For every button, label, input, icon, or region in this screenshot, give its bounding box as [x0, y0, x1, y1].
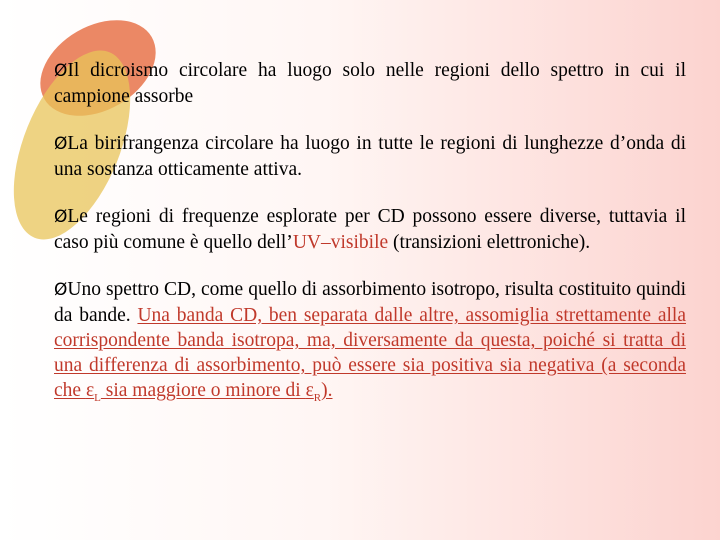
bullet-arrow-icon: Ø [54, 134, 68, 154]
epsilon-l-symbol: ε [85, 380, 95, 401]
paragraph-4-end: ). [321, 380, 333, 401]
epsilon-r-symbol: ε [305, 380, 314, 401]
paragraph-3 [54, 204, 686, 255]
epsilon-l-subscript: L [94, 391, 101, 404]
paragraph-4-underlined-b: sia maggiore o minore di [100, 380, 306, 401]
paragraph-3-text-b: (transizioni elettroniche). [388, 232, 591, 253]
paragraph-2 [54, 131, 686, 182]
epsilon-r-subscript: R [313, 391, 322, 404]
bullet-arrow-icon: Ø [54, 207, 68, 227]
uv-visible-highlight: UV–visibile [292, 232, 389, 253]
paragraph-4-text-a: Uno spettro CD, come quello di assorbimento isotropo, risulta costituito quindi da bande. [54, 279, 686, 326]
paragraph-2-text: La birifrangenza circolare ha luogo in tutte le regioni di lunghezze d’onda di una sostanza otticamente attiva. [54, 133, 686, 180]
paragraph-1-text: Il dicroismo circolare ha luogo solo nelle regioni dello spettro in cui il campione assorbe [54, 60, 686, 107]
slide-body [54, 58, 686, 433]
paragraph-4-underlined-a: Una banda CD, ben separata dalle altre, assomiglia strettamente alla corrispondente banda isotropa, ma, diversamente da questa, poiché si tratta di una differenza di assorbimento, può essere sia positiva sia negativa (a seconda che [54, 305, 686, 401]
paragraph-1 [54, 58, 686, 109]
paragraph-4 [54, 277, 686, 411]
bullet-arrow-icon: Ø [54, 61, 68, 81]
bullet-arrow-icon: Ø [54, 280, 68, 300]
paragraph-3-text-a: Le regioni di frequenze esplorate per CD possono essere diverse, tuttavia il caso più comune è quello dell’ [54, 206, 686, 253]
